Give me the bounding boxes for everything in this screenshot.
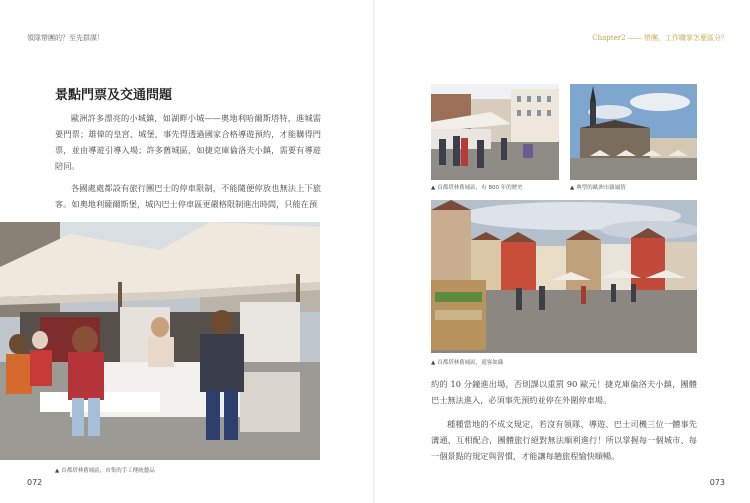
old-town-caption xyxy=(431,183,523,191)
town-square-photo xyxy=(431,200,697,353)
right-running-title: Chapter2 —— 帶團，工作職掌怎麼區分？ xyxy=(592,34,728,42)
town-hall-caption xyxy=(570,183,626,191)
right-page-number: 073 xyxy=(709,478,725,487)
market-stall-illustration xyxy=(0,222,320,460)
paragraph-1: 歐洲許多漂亮的小城鎮，如湖畔小城——奧地利哈爾斯塔特，進城需要門票；雄偉的皇宮、城堡，事先得透過國家合格導遊預約，才能購得門票，並由導遊引導入場；許多舊城區，如捷克庫倫洛夫小鎮，需要有導遊陪同。 xyxy=(55,113,321,171)
market-photo-caption-text: 首都塔林舊城區，市集的手工傳統藝品 xyxy=(61,468,155,474)
old-town-street-illustration xyxy=(431,84,559,180)
paragraph-3: 約的 10 分鐘進出場，否則課以重罰 90 歐元！捷克庫倫洛夫小鎮，團體巴士無法進入，必須事先預約並停在外圍停車場。 xyxy=(431,379,697,405)
town-hall-illustration xyxy=(570,84,697,180)
paragraph-4: 種種當地的不成文規定，若沒有領隊、導遊、巴士司機三位一體事先溝通、互相配合，團體旅行絕對無法順利進行！所以掌握每一個城市、每一個景點的規定與習慣，才能讓每趟旅程愉快順暢。 xyxy=(431,419,697,461)
town-square-caption xyxy=(431,358,503,366)
paragraph-2: 各國處處都設有旅行團巴士的停車限制，不能隨便停放也無法上下旅客。如奧地利薩爾斯堡，城內巴士停車區更嚴格限制進出時間，只能在預 xyxy=(55,183,321,209)
caption-triangle-icon: ▲ xyxy=(431,185,436,191)
town-square-illustration xyxy=(431,200,697,353)
town-hall-photo xyxy=(570,84,697,180)
market-stall-photo xyxy=(0,222,320,460)
caption-triangle-icon: ▲ xyxy=(55,468,60,474)
town-square-caption-text: 首都塔林舊城區，遊客如織 xyxy=(437,360,504,366)
left-running-title: 領隊帶團的？至先群謀！ xyxy=(27,34,104,42)
old-town-caption-text: 首都塔林舊城區，有 800 年的歷史 xyxy=(437,185,523,191)
left-page-number: 072 xyxy=(27,478,43,487)
section-title: 景點門票及交通問題 xyxy=(55,88,173,103)
old-town-street-photo xyxy=(431,84,559,180)
market-photo-caption xyxy=(55,466,155,474)
town-hall-caption-text: 典型的歐洲市鎮風情 xyxy=(576,185,626,191)
caption-triangle-icon: ▲ xyxy=(570,185,575,191)
caption-triangle-icon: ▲ xyxy=(431,360,436,366)
